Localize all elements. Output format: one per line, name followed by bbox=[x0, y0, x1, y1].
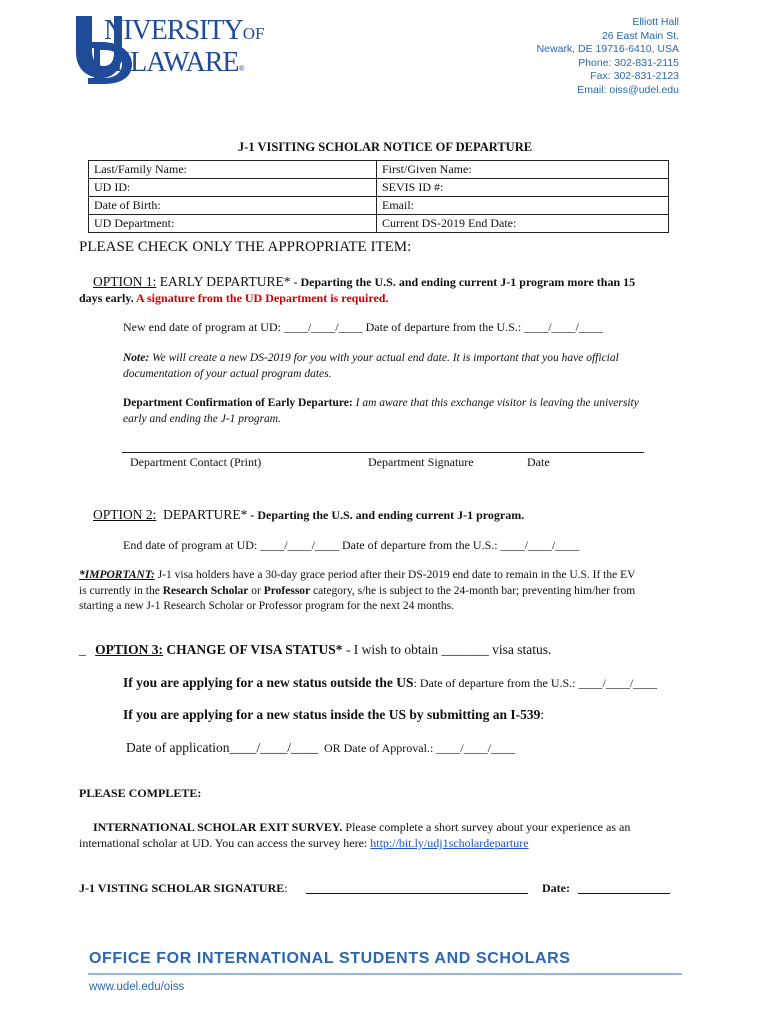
important-label: *IMPORTANT: bbox=[79, 569, 155, 581]
department-signature-line[interactable] bbox=[122, 452, 644, 453]
scholar-signature-line[interactable] bbox=[306, 893, 528, 894]
signature-date-label: Date: bbox=[542, 881, 570, 895]
please-complete-heading: PLEASE COMPLETE: bbox=[79, 786, 202, 800]
inside-us-colon: : bbox=[540, 707, 545, 722]
option3-title: CHANGE OF VISA STATUS* bbox=[163, 642, 343, 657]
department-signature-label: Department Signature bbox=[368, 455, 474, 469]
department-field[interactable]: UD Department: bbox=[89, 215, 377, 233]
footer-url[interactable]: www.udel.edu/oiss bbox=[89, 981, 185, 993]
option2-star: * bbox=[240, 507, 248, 522]
outside-us-date: : Date of departure from the U.S.: ____/____/____ bbox=[413, 676, 658, 690]
option3-checkbox[interactable]: _ bbox=[79, 642, 86, 657]
outside-us-label: If you are applying for a new status outside the US bbox=[123, 675, 414, 690]
ds2019-end-date-field[interactable]: Current DS-2019 End Date: bbox=[377, 215, 669, 233]
option3-desc: - I wish to obtain _______ visa status. bbox=[342, 642, 552, 657]
option2-dates[interactable]: End date of program at UD: ____/____/____ Date of departure from the U.S.: ____/____/____ bbox=[123, 538, 580, 552]
outside-us-row[interactable] bbox=[123, 675, 657, 691]
logo-line2: ELAWARE® bbox=[114, 47, 244, 78]
exit-survey-label: INTERNATIONAL SCHOLAR EXIT SURVEY. bbox=[93, 820, 343, 834]
table-row bbox=[89, 215, 669, 233]
footer-office-title: OFFICE FOR INTERNATIONAL STUDENTS AND SCHOLARS bbox=[89, 950, 571, 967]
important-text: category, s/he is subject to the 24-month bar; preventing him/her from bbox=[310, 584, 636, 597]
footer-divider bbox=[88, 973, 682, 975]
signature-date-line[interactable] bbox=[578, 893, 670, 894]
option2-title: DEPARTURE bbox=[156, 507, 241, 522]
address-email: Email: oiss@udel.edu bbox=[577, 83, 679, 96]
option1-desc: - Departing the U.S. and ending current J-1 program more than 15 bbox=[290, 275, 636, 289]
inside-us-label: If you are applying for a new status inside the US by submitting an I-539 bbox=[123, 707, 541, 722]
option1-dates[interactable]: New end date of program at UD: ____/____/____ Date of departure from the U.S.: ____/____/____ bbox=[123, 320, 603, 334]
table-row bbox=[89, 161, 669, 179]
option1-note bbox=[123, 350, 619, 382]
confirmation-text: I am aware that this exchange visitor is leaving the university bbox=[352, 397, 639, 409]
option3-label: OPTION 3: bbox=[95, 642, 164, 657]
approval-date: OR Date of Approval.: ____/____/____ bbox=[317, 741, 515, 755]
exit-survey bbox=[79, 819, 699, 851]
scholar-signature-row bbox=[79, 881, 288, 896]
option1-star: * bbox=[283, 274, 291, 289]
email-field[interactable]: Email: bbox=[377, 197, 669, 215]
option1-desc2: days early. bbox=[79, 291, 134, 305]
exit-survey-text2: international scholar at UD. You can access the survey here: bbox=[79, 836, 371, 850]
address-line: Newark, DE 19716-6410, USA bbox=[536, 43, 679, 56]
research-scholar-term: Research Scholar bbox=[162, 584, 249, 597]
option2-label: OPTION 2: bbox=[93, 507, 157, 522]
option1-label: OPTION 1: bbox=[93, 274, 157, 289]
confirmation-label: Department Confirmation of Early Departure: bbox=[123, 397, 353, 409]
important-note bbox=[79, 568, 699, 615]
department-date-label: Date bbox=[527, 455, 550, 469]
note-text: We will create a new DS-2019 for you with your actual end date. It is important that you have official bbox=[149, 352, 619, 364]
option3-heading[interactable] bbox=[79, 642, 551, 658]
check-prompt: PLEASE CHECK ONLY THE APPROPRIATE ITEM: bbox=[79, 239, 412, 255]
inside-us-row bbox=[123, 707, 544, 723]
university-logo bbox=[72, 12, 265, 84]
important-text: starting a new J-1 Research Scholar or Professor program for the next 24 months. bbox=[79, 600, 454, 612]
important-text: is currently in the bbox=[79, 584, 163, 597]
address-block bbox=[537, 16, 679, 98]
form-title: J-1 VISITING SCHOLAR NOTICE OF DEPARTURE bbox=[237, 140, 533, 154]
option2-heading[interactable] bbox=[93, 507, 524, 523]
professor-term: Professor bbox=[263, 584, 311, 597]
address-line: 26 East Main St. bbox=[601, 29, 679, 42]
table-row bbox=[89, 179, 669, 197]
first-name-field[interactable]: First/Given Name: bbox=[377, 161, 669, 179]
sevis-id-field[interactable]: SEVIS ID #: bbox=[377, 179, 669, 197]
department-confirmation bbox=[123, 395, 639, 427]
important-text: J-1 visa holders have a 30-day grace period after their DS-2019 end date to remain in the U.S. If the EV bbox=[154, 569, 636, 581]
address-phone: Phone: 302-831-2115 bbox=[578, 56, 679, 69]
personal-info-table bbox=[88, 160, 669, 233]
logo-line1: NIVERSITYOF bbox=[104, 15, 265, 46]
option1-desc-line2 bbox=[79, 291, 388, 306]
exit-survey-link[interactable]: http://bit.ly/udj1scholardeparture bbox=[370, 836, 529, 850]
exit-survey-text: Please complete a short survey about your experience as an bbox=[342, 820, 631, 834]
ud-id-field[interactable]: UD ID: bbox=[89, 179, 377, 197]
note-text2: documentation of your actual program dates. bbox=[123, 368, 332, 380]
option1-heading[interactable] bbox=[93, 274, 635, 290]
note-label: Note: bbox=[123, 352, 150, 364]
option1-title: EARLY DEPARTURE bbox=[156, 274, 284, 289]
application-dates-row[interactable] bbox=[126, 739, 515, 757]
confirmation-text2: early and ending the J-1 program. bbox=[123, 413, 281, 425]
department-contact-label: Department Contact (Print) bbox=[130, 455, 262, 469]
scholar-signature-label: J-1 VISTING SCHOLAR SIGNATURE bbox=[79, 881, 285, 895]
department-signature-required: A signature from the UD Department is required. bbox=[133, 291, 389, 305]
application-date: Date of application____/____/____ bbox=[126, 740, 318, 755]
dob-field[interactable]: Date of Birth: bbox=[89, 197, 377, 215]
table-row bbox=[89, 197, 669, 215]
important-text: or bbox=[248, 584, 264, 597]
address-line: Elliott Hall bbox=[632, 16, 679, 28]
scholar-signature-colon: : bbox=[284, 881, 288, 895]
last-name-field[interactable]: Last/Family Name: bbox=[89, 161, 377, 179]
option2-desc: - Departing the U.S. and ending current J-1 program. bbox=[247, 508, 525, 522]
address-fax: Fax: 302-831-2123 bbox=[590, 70, 679, 83]
